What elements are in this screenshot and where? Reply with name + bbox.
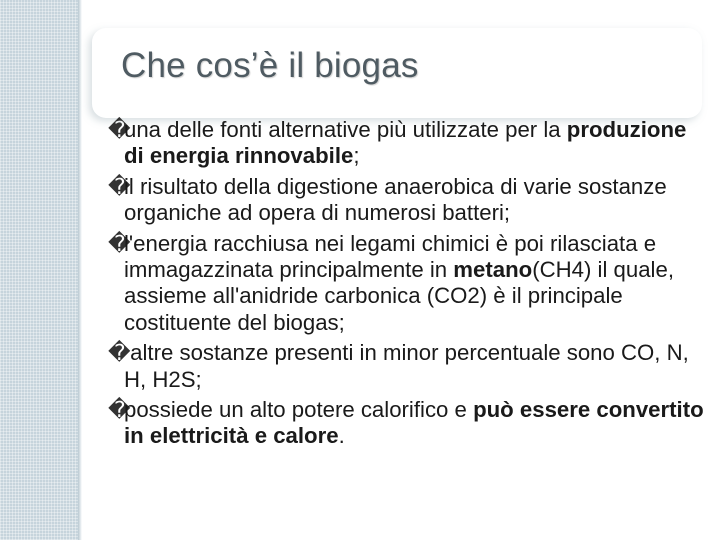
bullet-item: [108, 231, 708, 337]
bullet-bold-text: può essere convertito in elettricità e calore: [124, 397, 704, 449]
bullet-text: una delle fonti alternative più utilizzate per la: [124, 117, 567, 142]
bullet-text: altre sostanze presenti in minor percentuale sono CO, N, H, H2S;: [124, 340, 689, 392]
bullet-text: (CH4) il quale, assieme all'anidride carbonica (CO2) è il principale costituente del biogas;: [124, 257, 674, 335]
bullet-item: [108, 340, 708, 393]
bullet-text: possiede un alto potere calorifico e: [124, 397, 474, 423]
bullet-text: il risultato della digestione anaerobica di varie sostanze organiche ad opera di numerosi batteri;: [124, 173, 667, 226]
side-decoration-band: [0, 0, 78, 540]
bullet-icon: �: [108, 340, 131, 366]
bullet-text: l'energia racchiusa nei legami chimici è poi rilasciata e immagazzinata principalmente in: [124, 230, 657, 283]
bullet-text: .: [338, 423, 345, 449]
bullet-item: [108, 117, 708, 170]
bullet-bold-text: produzione di energia rinnovabile: [124, 117, 687, 169]
bullet-bold-text: metano: [453, 257, 533, 283]
bullet-text: ;: [353, 143, 360, 169]
bullet-icon: �: [108, 173, 131, 199]
bullet-icon: �: [108, 230, 131, 256]
bullet-list: [108, 117, 708, 454]
bullet-icon: �: [108, 117, 131, 142]
side-decoration-edge: [78, 0, 82, 540]
bullet-item: [108, 397, 708, 450]
bullet-icon: �: [108, 397, 131, 423]
bullet-item: [108, 174, 708, 227]
slide-title: Che cos’è il biogas: [121, 46, 419, 85]
